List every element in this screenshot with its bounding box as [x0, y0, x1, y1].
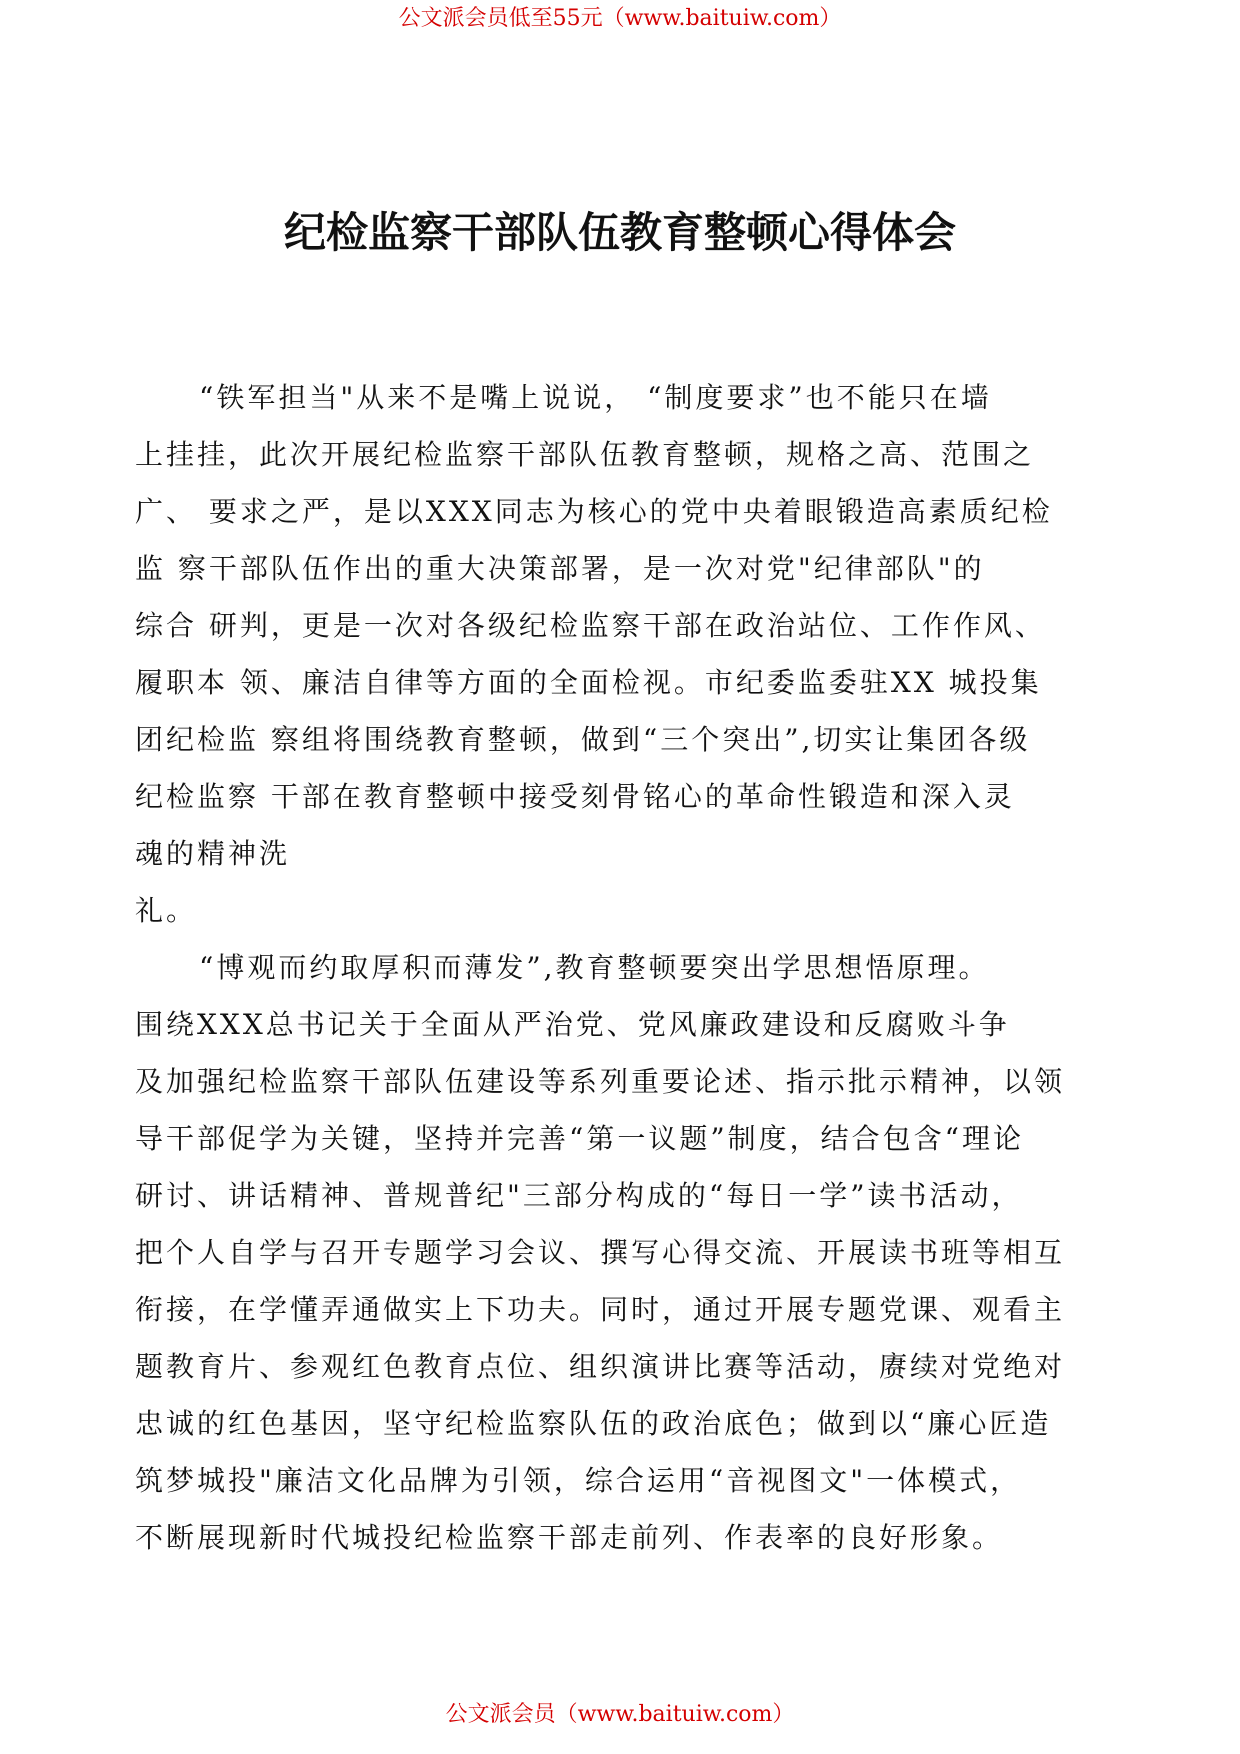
paragraph-line: “博观而约取厚积而薄发”,教育整顿要突出学思想悟原理。	[199, 951, 990, 984]
paragraph-line: 履职本 领、廉洁自律等方面的全面检视。市纪委监委驻XX 城投集	[135, 666, 1042, 699]
paragraph-line: 导干部促学为关键，坚持并完善“第一议题”制度，结合包含“理论	[135, 1122, 1024, 1155]
paragraph-1	[135, 380, 1120, 929]
paragraph-line: 魂的精神洗	[135, 837, 291, 870]
paragraph-line: 忠诚的红色基因，坚守纪检监察队伍的政治底色；做到以“廉心匠造	[135, 1407, 1052, 1440]
paragraph-line: 监 察干部队伍作出的重大决策部署，是一次对党"纪律部队"的	[135, 552, 985, 585]
document-title: 纪检监察干部队伍教育整顿心得体会	[283, 208, 956, 257]
paragraph-line: “铁军担当"从来不是嘴上说说， “制度要求”也不能只在墙	[199, 381, 992, 414]
paragraph-line: 研讨、讲话精神、普规普纪"三部分构成的“每日一学”读书活动，	[135, 1179, 1023, 1212]
paragraph-line: 团纪检监 察组将围绕教育整顿，做到“三个突出”,切实让集团各级	[135, 723, 1031, 756]
paragraph-line: 把个人自学与召开专题学习会议、撰写心得交流、开展读书班等相互	[135, 1236, 1066, 1269]
paragraph-line: 衔接，在学懂弄通做实上下功夫。同时，通过开展专题党课、观看主	[135, 1293, 1066, 1326]
paragraph-line: 礼。	[135, 894, 198, 927]
paragraph-line: 筑梦城投"廉洁文化品牌为引领，综合运用“音视图文"一体模式，	[135, 1464, 1022, 1497]
document-body	[135, 380, 1120, 1577]
paragraph-line: 题教育片、参观红色教育点位、组织演讲比赛等活动，赓续对党绝对	[135, 1350, 1066, 1383]
paragraph-line: 围绕XXX总书记关于全面从严治党、党风廉政建设和反腐败斗争	[135, 1008, 1010, 1041]
paragraph-line: 不断展现新时代城投纪检监察干部走前列、作表率的良好形象。	[135, 1521, 1004, 1554]
header-watermark-banner: 公文派会员低至55元（www.baituiw.com）	[398, 6, 842, 31]
paragraph-line: 综合 研判，更是一次对各级纪检监察干部在政治站位、工作作风、	[135, 609, 1046, 642]
paragraph-line: 及加强纪检监察干部队伍建设等系列重要论述、指示批示精神，以领	[135, 1065, 1066, 1098]
paragraph-line: 上挂挂，此次开展纪检监察干部队伍教育整顿，规格之高、范围之	[135, 438, 1035, 471]
paragraph-line: 纪检监察 干部在教育整顿中接受刻骨铭心的革命性锻造和深入灵	[135, 780, 1015, 813]
paragraph-2	[135, 950, 1120, 1556]
paragraph-line: 广、 要求之严，是以XXX同志为核心的党中央着眼锻造高素质纪检	[135, 495, 1053, 528]
footer-watermark-banner: 公文派会员（www.baituiw.com）	[445, 1702, 795, 1727]
